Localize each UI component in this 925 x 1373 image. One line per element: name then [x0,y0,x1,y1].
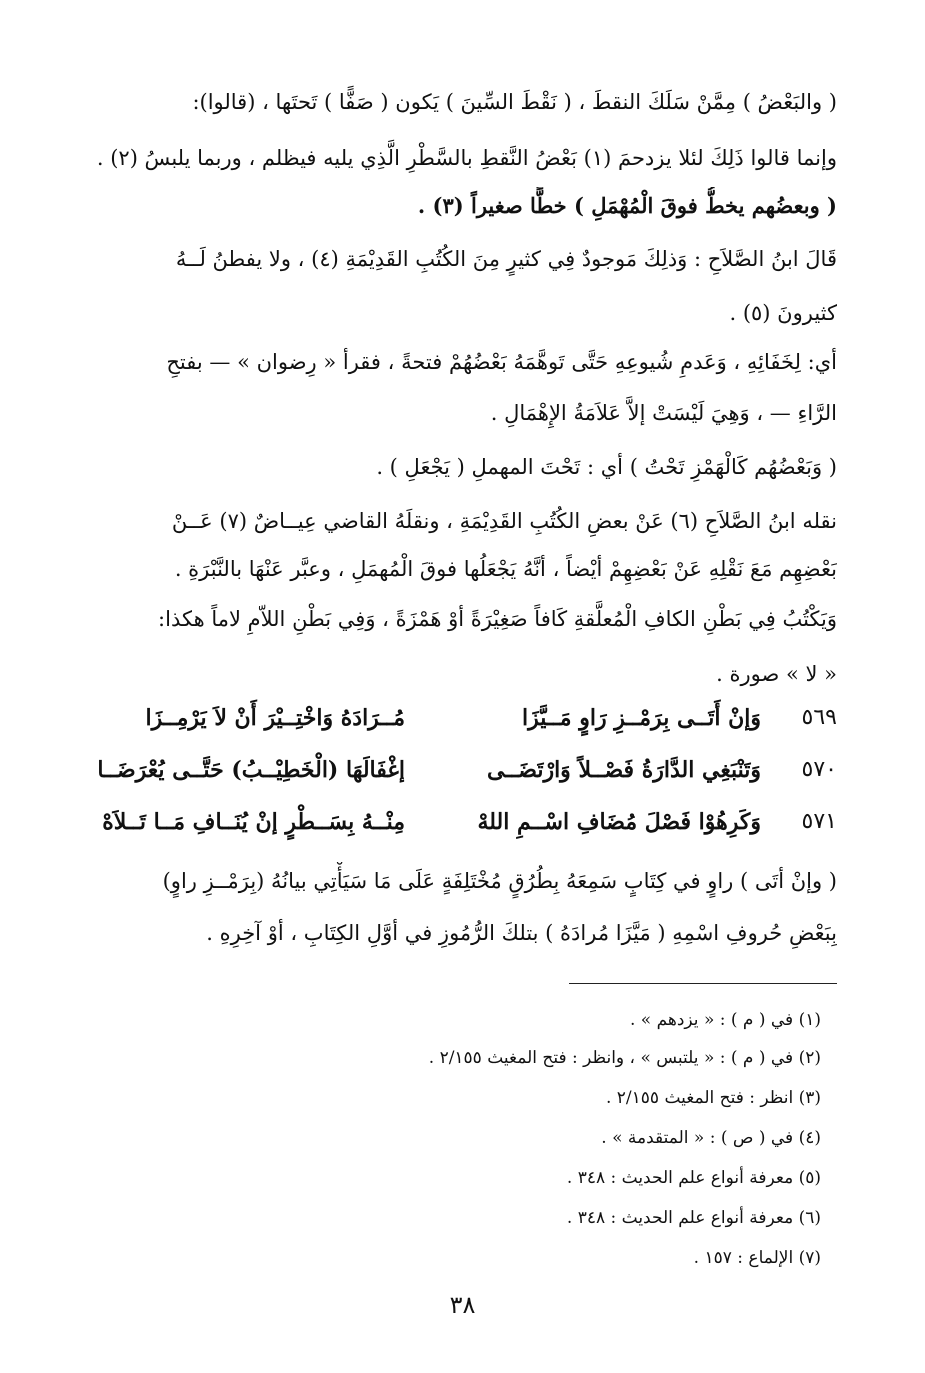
text-line: الرَّاءِ — ، وَهِيَ لَيْسَتْ إلاَّ عَلاَمَةُ الإِهْمَالِ . [490,401,837,425]
text-line: أي: لِخَفَائِهِ ، وَعَدمِ شُيوعِهِ حَتَّى تَوهَّمَهُ بَعْضُهُمْ فتحةً ، فقرأ « رِضوان » — بفتحِ [166,350,837,374]
verse-first-hemistich: وَإنْ أَتَــى بِرَمْــزِ رَاوٍ مَــيَّزَا [522,705,761,731]
verse-first-hemistich: وَتَنْبَغِي الدَّارَةُ فَصْــلاً وَارْتَضَــى [487,757,761,783]
text-line: ( وإنْ أتَى ) راوٍ في كِتَابٍ سَمِعَهُ بِطُرُقٍ مُخْتَلِفَةٍ عَلَى مَا سَيَأْتِي بيانُهُ (بِرَمْــزِ راوٍ) [162,869,837,893]
text-line: ( وبعضُهم يخطُّ فوقَ الْمُهْمَلِ ) خطًّا صغيراً (٣) . [417,193,837,218]
text-line: ( وَبَعْضُهُم كَالْهَمْزِ تَحْتُ ) أي : تَحْتَ المهملِ ( يَجْعَلِ ) . [376,455,837,479]
verse-second-hemistich: إغْفَالَهَا (الْخَطِيْــبُ) حَتَّــى يُعْرَضَــا [97,757,405,783]
footnote: (١) في ( م ) : « يزدهم » . [629,1010,821,1030]
text-line: ( والبَعْضُ ) مِمَّنْ سَلَكَ النقطَ ، ( نَقْطَ السِّينَ ) يَكون ( صَفًّا ) تَحتَها ، (قالوا): [192,90,837,114]
footnote: (٦) معرفة أنواع علم الحديث : ٣٤٨ . [566,1208,821,1228]
text-line: بَعْضِهِم مَعَ نَقْلِهِ عَنْ بَعْضِهِمْ أيْضاً ، أنَّهُ يَجْعَلُها فوقَ الْمُهمَلِ ، وعبَّر عَنْهَا بالنَّبْرَةِ . [174,557,837,581]
verse-second-hemistich: مِنْــهُ بِسَــطْرٍ إنْ يُنَــافِ مَــا تَــلاَهْ [102,809,405,835]
text-line: نقله ابنُ الصَّلاَحِ (٦) عَنْ بعضِ الكُتُبِ القَدِيْمَةِ ، ونقلَهُ القاضي عِيــاضٌ (٧) عَــنْ [171,509,837,533]
page-number: ٣٨ [449,1291,476,1319]
verse-line [70,748,837,792]
footnote: (٢) في ( م ) : « يلتبس » ، وانظر : فتح المغيث ٢/١٥٥ . [428,1048,821,1068]
verse-line [70,696,837,740]
verse-second-hemistich: مُــرَادَهُ وَاخْتِــيْرَ أَنْ لاَ يَرْمِــزَا [145,705,405,731]
text-line: « لا » صورة . [716,662,837,686]
footnote: (٣) انظر : فتح المغيث ٢/١٥٥ . [605,1088,821,1108]
footnote-separator [569,983,837,984]
verse-number: ٥٦٩ [801,705,837,730]
footnote: (٤) في ( ص ) : « المتقدمة » . [601,1128,821,1148]
verse-number: ٥٧٠ [801,757,837,782]
verse-line [70,800,837,844]
text-line: وإنما قالوا ذَلِكَ لئلا يزدحمَ (١) بَعْضُ النَّقطِ بالسَّطْرِ الَّذِي يليه فيظلم ، وربما يلبسُ (٢) . [96,146,837,170]
text-line: بِبَعْضِ حُروفِ اسْمِهِ ( مَيَّزَا مُرادَهُ ) بتلكَ الرُّمُوزِ في أوَّلِ الكِتَابِ ، أوْ آخِرِهِ . [206,921,837,945]
footnote: (٧) الإلماع : ١٥٧ . [693,1248,821,1268]
text-line: قَالَ ابنُ الصَّلاَحِ : وَذلِكَ مَوجودٌ فِي كثيرٍ مِنَ الكُتُبِ القَدِيْمَةِ (٤) ، ولا يفطنُ لَــهُ [175,247,837,271]
footnote: (٥) معرفة أنواع علم الحديث : ٣٤٨ . [566,1168,821,1188]
text-line: كثيرونَ (٥) . [729,301,837,325]
verse-number: ٥٧١ [801,809,837,834]
verse-first-hemistich: وَكَرِهُوْا فَصْلَ مُضَافِ اسْــمِ اللهْ [477,809,761,835]
text-line: وَيَكْتُبُ فِي بَطْنِ الكافِ الْمُعلَّقةِ كَافاً صَغِيْرَةً أوْ هَمْزَةً ، وَفِي بَطْنِ اللاّمِ لاماً هكذا: [158,607,837,631]
